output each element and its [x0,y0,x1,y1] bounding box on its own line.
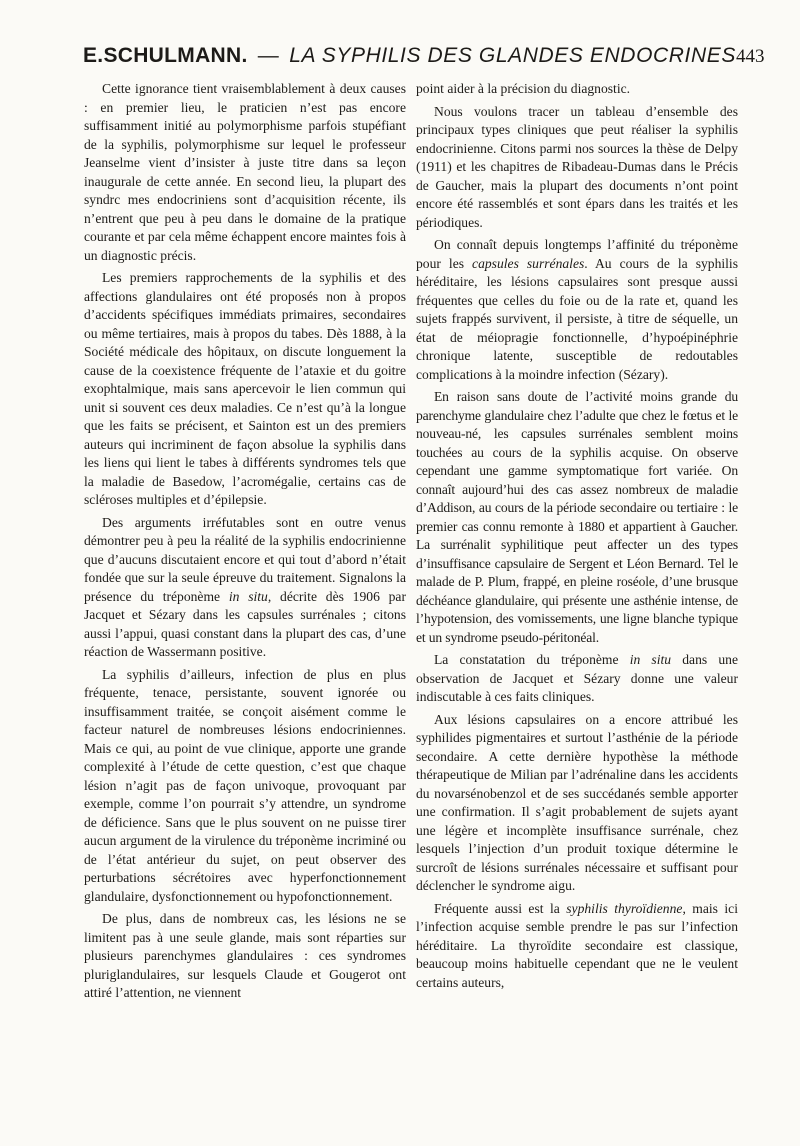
right-p5-text-b: dans une observation de Jacquet et Sézary donne une valeur indiscutable à ces faits cliniques. [416,652,738,704]
right-p3-italic: capsules surrénales [472,255,585,271]
left-paragraph-4: La syphilis d’ailleurs, infection de plus en plus fréquente, tenace, persistante, souvent ignorée ou insuffisamment traitée, se conçoit aisément comme le facteur naturel de nombreuses lésions endocriniennes. Mais ce qui, au point de vue clinique, apporte une grande complexité à l’étude de cette question, c’est que chaque lésion n’agit pas de façon univoque, provoquant par exemple, comme l’on pourrait s’y attendre, un syndrome de déficience. Sans que le plus souvent on ne puisse tirer aucun argument de la virulence du tréponème incriminé ou de l’état antérieur du sujet, on peut observer des perturbations sécrétoires avec hyperfonctionnement glandulaire, dysfonctionnement ou hypofonctionnement. [84,666,406,904]
right-paragraph-3 [416,236,738,384]
left-column [84,80,406,1007]
left-p3-text-b: , décrite dès 1906 par Jacquet et Sézary dans les capsules surrénales ; citons aussi l’appui, quasi constant dans la plupart des cas, d’une réaction de Wassermann positive. [84,588,406,659]
left-p3-italic: in situ [228,588,268,604]
right-paragraph-4: En raison sans doute de l’activité moins grande du parenchyme glandulaire chez l’adulte que chez le fœtus et le nouveau-né, les capsules surrénales semblent moins touchées au cours de la syphilis acquise. On observe cependant une gamme symptomatique fort variée. On connaît aujourd’hui des cas assez nombreux de maladie d’Addison, au cours de la période secondaire ou tertiaire : le premier cas connu remonte à 1880 et appartient à Gaucher. La surrénalit syphilitique peut affecter un des types d’insuffisance capsulaire de Sergent et Léon Bernard. Tel le malade de P. Plum, frappé, en pleine roséole, d’une brusque déchéance glandulaire, qui présente une asthénie intense, de l’hypotension, des vomissements, une ligne blanche typique et un syndrome pseudo-péritonéal. [416,389,738,645]
header-subject: LA SYPHILIS DES GLANDES ENDOCRINES [289,44,736,67]
right-p5-text-a: La constatation du tréponème [434,652,630,667]
right-p7-text-b: , mais ici l’infection acquise semble prendre le pas sur l’infection héréditaire. La thyroïdite secondaire est classique, beaucoup moins habituelle cependant que ne le veulent certains auteurs, [416,900,738,990]
left-paragraph-2: Les premiers rapprochements de la syphilis et des affections glandulaires ont été proposés non à propos d’accidents spécifiques immédiats primaires, secondaires ou même tertiaires, mais à propos du tabes. Dès 1888, à la Société médicale des hôpitaux, on discute longuement la cause de la coexistence fréquente de l’ataxie et du goitre exophtalmique, mais sans apercevoir le lien commun qui unit si souvent ces deux maladies. Ce n’est qu’à la longue que les faits se précisent, et Sainton est un des premiers auteurs qui incriminent de façon absolue la syphilis dans les liens qui lient le tabes à différents syndromes tels que la maladie de Basedow, l’acromégalie, certains cas de scléroses multiples et d’épilepsie. [84,270,406,507]
right-paragraph-2: Nous voulons tracer un tableau d’ensemble des principaux types cliniques que peut réaliser la syphilis endocrinienne. Citons parmi nos sources la thèse de Delpy (1911) et les chapitres de Ribadeau-Dumas dans le Précis de Gaucher, mais la plupart des documents n’ont point encore été rassemblés et sont épars dans les traités et les périodiques. [416,103,738,230]
header-author: E.SCHULMANN. [83,44,248,67]
right-paragraph-6: Aux lésions capsulaires on a encore attribué les syphilides pigmentaires et surtout l’asthénie de la période secondaire. A cette dernière hypothèse la méthode thérapeutique de Milian par l’adrénaline dans les accidents du novarsénobenzol et de ses succédanés semble apporter une confirmation. Il s’agit probablement de sujets ayant une légère et incomplète insuffisance surrénale, chez lesquels l’injection d’un produit toxique détermine le surcroît de lésions surrénales nécessaire et suffisant pour déclencher le syndrome aigu. [416,711,738,893]
right-p3-text-a: On connaît depuis longtemps l’affinité du tréponème pour les [416,237,738,271]
right-p7-text-a: Fréquente aussi est la [434,900,567,916]
right-p5-italic: in situ [629,652,672,667]
running-title [83,44,736,68]
page-number: 443 [735,46,765,67]
left-paragraph-1: Cette ignorance tient vraisemblablement à deux causes : en premier lieu, le praticien n’est pas encore suffisamment initié au polymorphisme parfois stupéfiant de la syphilis, polymorphisme sur lequel le professeur Jeanselme vient d’insister à juste titre dans sa leçon inaugurale de cette année. En second lieu, la plupart des syndrc mes endocriniens sont d’acquisition récente, ils n’entrent que peu à peu dans le domaine de la pratique courante et par cela même échappent encore maintes fois à un diagnostic précis. [84,81,406,263]
right-paragraph-1: point aider à la précision du diagnostic. [416,81,631,96]
left-paragraph-3 [84,514,406,662]
right-p3-text-b: . Au cours de la syphilis héréditaire, les lésions capsulaires sont presque aussi fréquentes que celles du foie ou de la rate et, quand les sujets frappés survivent, il persiste, à titre de séquelle, un état de méiopragie fonctionnelle, d’hypoépinéphrie chronique latente, susceptible de redoutables complications à la moindre infection (Sézary). [416,255,738,382]
running-header [83,44,765,74]
header-separator: — [257,44,280,67]
left-p3-text-a: Des arguments irréfutables sont en outre venus démontrer peu à peu la réalité de la syphilis endocrinienne que d’aucuns discutaient encore et qui tout d’abord n’était fondée que sur la seule épreuve du traitement. Signalons la présence du tréponème [84,514,406,604]
right-paragraph-5 [416,651,738,707]
left-paragraph-5: De plus, dans de nombreux cas, les lésions ne se limitent pas à une seule glande, mais sont réparties sur plusieurs parenchymes glandulaires : ces syndromes pluriglandulaires, sur lesquels Claude et Gougerot ont attiré l’attention, ne viennent [84,911,406,1000]
right-paragraph-7 [416,900,738,993]
right-column [416,80,738,996]
right-p7-italic: syphilis thyroïdienne [566,900,683,916]
